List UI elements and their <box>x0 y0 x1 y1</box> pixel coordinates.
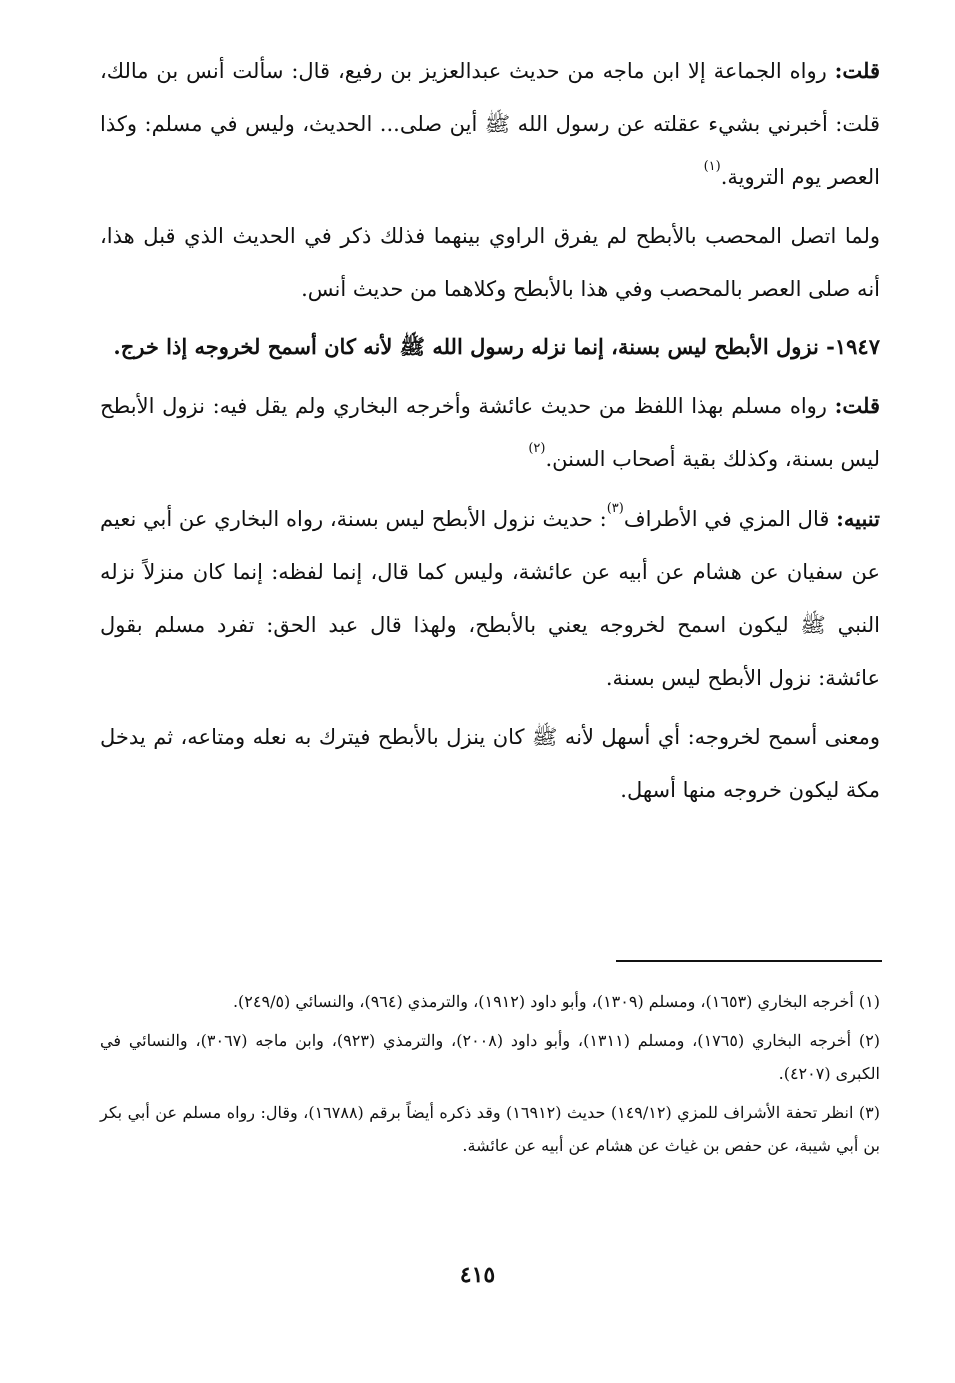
footnote-2: (٢) أخرجه البخاري (١٧٦٥)، ومسلم (١٣١١)، وأبو داود (٢٠٠٨)، والترمذي (٩٢٣)، وابن ماجه (٣٠٦٧)، والنسائي في الكبرى (٤٢٠٧). <box>100 1031 881 1083</box>
hadith-heading <box>100 320 880 373</box>
paragraph-5-text: ومعنى أسمح لخروجه: أي أسهل لأنه ﷺ كان ينزل بالأبطح فيترك به نعله ومتاعه، ثم يدخل مكة ليكون خروجه منها أسهل. <box>100 725 880 802</box>
paragraph-1-text: رواه الجماعة إلا ابن ماجه من حديث عبدالعزيز بن رفيع، قال: سألت أنس بن مالك، قلت: أخبرني بشيء عقلته عن رسول الله ﷺ أين صلى... الحديث، وليس في مسلم: وكذا العصر يوم التروية. <box>100 59 880 189</box>
footnote-ref-1[interactable]: (١) <box>703 159 721 174</box>
paragraph-4 <box>100 492 880 705</box>
hadith-heading-text: ١٩٤٧- نزول الأبطح ليس بسنة، إنما نزله رسول الله ﷺ لأنه كان أسمح لخروجه إذا خرج. <box>113 334 880 359</box>
paragraph-4-text-b: : حديث نزول الأبطح ليس بسنة، رواه البخاري عن أبي نعيم عن سفيان عن هشام عن أبيه عن عائشة، وليس كما قال، إنما لفظه: إنما كان منزلاً نزله النبي ﷺ ليكون اسمح لخروجه يعني بالأبطح، ولهذا قال عبد الحق: تفرد مسلم بقول عائشة: نزول الأبطح ليس بسنة. <box>100 507 880 690</box>
paragraph-5 <box>100 711 880 817</box>
paragraph-2 <box>100 210 880 316</box>
page-number: ٤١٥ <box>459 1262 496 1288</box>
footnote-ref-3[interactable]: (٣) <box>606 501 624 516</box>
paragraph-3-text: رواه مسلم بهذا اللفظ من حديث عائشة وأخرجه البخاري ولم يقل فيه: نزول الأبطح ليس بسنة، وكذلك بقية أصحاب السنن. <box>100 394 880 471</box>
paragraph-3 <box>100 379 880 486</box>
main-text <box>100 44 880 817</box>
paragraph-4-text-a: قال المزي في الأطراف <box>623 507 837 531</box>
paragraph-3-lead: قلت: <box>834 393 880 418</box>
footnote-3: (٣) انظر تحفة الأشراف للمزي (١٤٩/١٢) حديث (١٦٩١٢) وقد ذكره أيضاً برقم (١٦٧٨٨)، وقال: رواه مسلم عن أبي بكر بن أبي شيبة، عن حفص بن غياث عن هشام عن أبيه عن عائشة. <box>100 1103 881 1155</box>
footnote-ref-2[interactable]: (٢) <box>528 441 546 456</box>
footnotes <box>100 985 880 1168</box>
paragraph-1-lead: قلت: <box>834 58 880 83</box>
paragraph-2-text: ولما اتصل المحصب بالأبطح لم يفرق الراوي بينهما فذلك ذكر في الحديث الذي قبل هذا، أنه صلى العصر بالمحصب وفي هذا بالأبطح وكلاهما من حديث أنس. <box>100 224 880 301</box>
paragraph-4-lead: تنبيه: <box>836 506 880 531</box>
footnote-separator <box>616 960 882 962</box>
paragraph-1 <box>100 44 880 204</box>
footnote-1: (١) أخرجه البخاري (١٦٥٣)، ومسلم (١٣٠٩)، وأبو داود (١٩١٢)، والترمذي (٩٦٤)، والنسائي (٢٤٩/٥). <box>232 992 880 1011</box>
